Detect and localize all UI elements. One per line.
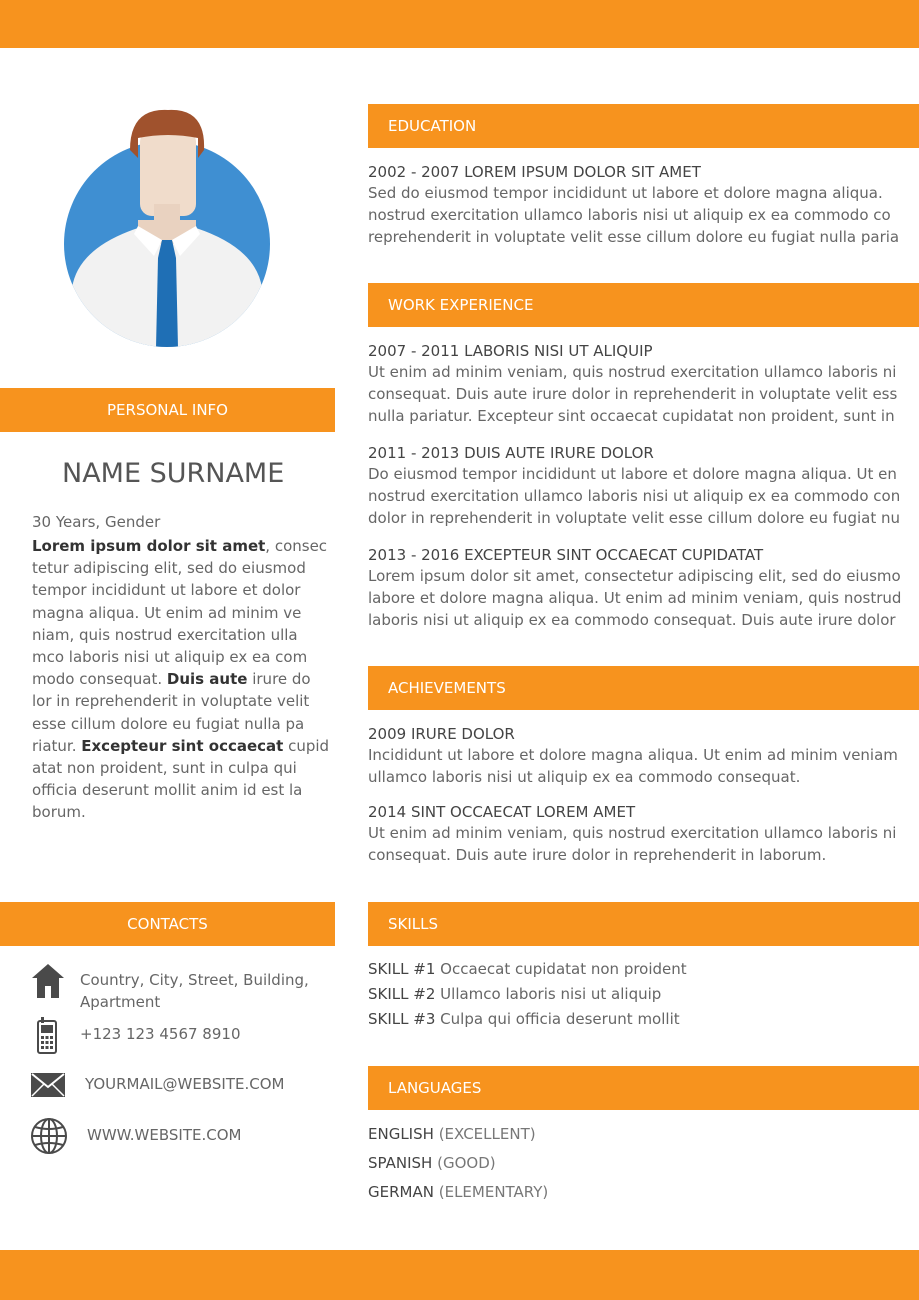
entry-line: Sed do eiusmod tempor incididunt ut labore et dolore magna aliqua. — [368, 184, 883, 202]
top-band — [0, 0, 919, 48]
entry-line: labore et dolore magna aliqua. Ut enim ad minim veniam, quis nostrud — [368, 589, 902, 607]
achievement-entry — [368, 802, 919, 866]
languages-header-label: LANGUAGES — [388, 1079, 482, 1097]
bio-line: officia deserunt mollit anim id est la — [32, 781, 303, 800]
languages-header — [368, 1066, 919, 1110]
skill-item: SKILL #1 Occaecat cupidatat non proident — [368, 960, 687, 978]
entry-line: reprehenderit in voluptate velit esse cillum dolore eu fugiat nulla paria — [368, 228, 900, 246]
education-entry — [368, 162, 919, 248]
entry-title: 2007 - 2011 LABORIS NISI UT ALIQUIP — [368, 342, 653, 360]
name-title: NAME SURNAME — [62, 458, 285, 489]
entry-line: Lorem ipsum dolor sit amet, consectetur adipiscing elit, sed do eiusmo — [368, 567, 901, 585]
languages-list — [368, 1120, 919, 1207]
bio-line: niam, quis nostrud exercitation ulla — [32, 625, 298, 644]
personal-subtitle: 30 Years, Gender — [32, 513, 161, 531]
contacts-header-label: CONTACTS — [127, 915, 208, 933]
skills-header — [368, 902, 919, 946]
bio-line: atat non proident, sunt in culpa qui — [32, 759, 297, 778]
entry-line: consequat. Duis aute irure dolor in reprehenderit in voluptate velit ess — [368, 385, 898, 403]
entry-line: consequat. Duis aute irure dolor in reprehenderit in laborum. — [368, 846, 827, 864]
work-entry — [368, 341, 919, 427]
language-item: SPANISH (GOOD) — [368, 1154, 496, 1172]
bio-text — [32, 535, 334, 824]
entry-line: laboris nisi ut aliquip ex ea commodo consequat. Duis aute irure dolor — [368, 611, 896, 629]
address-line-2: Apartment — [80, 993, 161, 1011]
achievements-header-label: ACHIEVEMENTS — [388, 679, 506, 697]
entry-line: nulla pariatur. Excepteur sint occaecat cupidatat non proident, sunt in — [368, 407, 895, 425]
bio-line: lor in reprehenderit in voluptate velit — [32, 692, 310, 711]
work-experience-header — [368, 283, 919, 327]
personal-info-header-label: PERSONAL INFO — [107, 401, 228, 419]
achievement-entry — [368, 724, 919, 788]
entry-title: 2013 - 2016 EXCEPTEUR SINT OCCAECAT CUPIDATAT — [368, 546, 764, 564]
work-experience-header-label: WORK EXPERIENCE — [388, 296, 534, 314]
education-header-label: EDUCATION — [388, 117, 477, 135]
entry-title: 2009 IRURE DOLOR — [368, 725, 515, 743]
skill-item: SKILL #2 Ullamco laboris nisi ut aliquip — [368, 985, 662, 1003]
personal-info-header — [0, 388, 335, 432]
achievements-header — [368, 666, 919, 710]
bio-line: esse cillum dolore eu fugiat nulla pa — [32, 714, 305, 733]
phone-icon — [34, 1017, 60, 1059]
entry-title: 2014 SINT OCCAECAT LOREM AMET — [368, 803, 636, 821]
skills-header-label: SKILLS — [388, 915, 439, 933]
bio-line: tetur adipiscing elit, sed do eiusmod — [32, 559, 306, 578]
bio-line: mco laboris nisi ut aliquip ex ea com — [32, 648, 308, 667]
entry-line: Incididunt ut labore et dolore magna aliqua. Ut enim ad minim veniam — [368, 746, 898, 764]
language-item: GERMAN (ELEMENTARY) — [368, 1183, 549, 1201]
address-line-1: Country, City, Street, Building, — [80, 971, 309, 989]
entry-line: ullamco laboris nisi ut aliquip ex ea commodo consequat. — [368, 768, 801, 786]
avatar — [58, 108, 278, 348]
language-item: ENGLISH (EXCELLENT) — [368, 1125, 536, 1143]
bio-line: riatur. Excepteur sint occaecat cupid — [32, 736, 330, 755]
entry-line: nostrud exercitation ullamco laboris nisi ut aliquip ex ea commodo con — [368, 487, 901, 505]
work-entry — [368, 545, 919, 631]
entry-title: 2011 - 2013 DUIS AUTE IRURE DOLOR — [368, 444, 654, 462]
home-icon — [30, 962, 66, 1004]
work-entry — [368, 443, 919, 529]
mail-icon — [30, 1072, 66, 1102]
entry-line: Do eiusmod tempor incididunt ut labore et dolore magna aliqua. Ut en — [368, 465, 897, 483]
bio-line: Lorem ipsum dolor sit amet, consec — [32, 537, 328, 555]
skill-item: SKILL #3 Culpa qui officia deserunt mollit — [368, 1010, 680, 1028]
bio-line: magna aliqua. Ut enim ad minim ve — [32, 603, 302, 622]
email-link[interactable]: YOURMAIL@WEBSITE.COM — [85, 1075, 285, 1093]
entry-title: 2002 - 2007 LOREM IPSUM DOLOR SIT AMET — [368, 163, 701, 181]
globe-icon — [30, 1117, 68, 1159]
entry-line: nostrud exercitation ullamco laboris nisi ut aliquip ex ea commodo co — [368, 206, 891, 224]
entry-line: Ut enim ad minim veniam, quis nostrud exercitation ullamco laboris ni — [368, 824, 897, 842]
bio-line: tempor incididunt ut labore et dolor — [32, 581, 301, 600]
website-link[interactable]: WWW.WEBSITE.COM — [87, 1126, 242, 1144]
entry-line: Ut enim ad minim veniam, quis nostrud exercitation ullamco laboris ni — [368, 363, 897, 381]
contacts-header — [0, 902, 335, 946]
bottom-band — [0, 1250, 919, 1300]
bio-line: borum. — [32, 803, 86, 822]
entry-line: dolor in reprehenderit in voluptate velit esse cillum dolore eu fugiat nu — [368, 509, 900, 527]
bio-line: modo consequat. Duis aute irure do — [32, 670, 311, 689]
skills-list — [368, 957, 919, 1032]
phone-number[interactable]: +123 123 4567 8910 — [80, 1025, 241, 1043]
education-header — [368, 104, 919, 148]
